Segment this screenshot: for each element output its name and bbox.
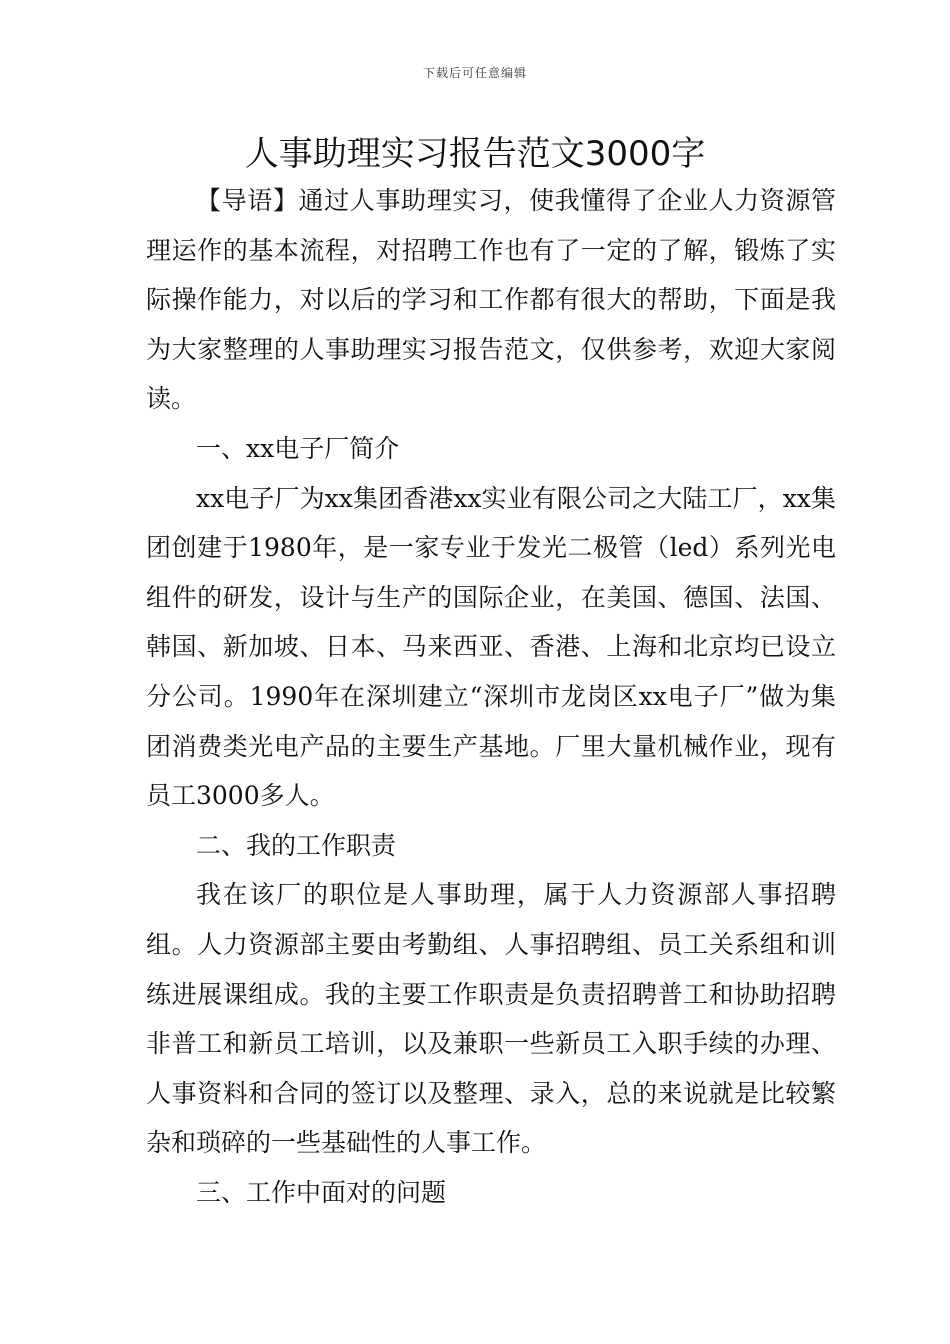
header-note: 下载后可任意编辑 bbox=[422, 66, 527, 80]
document-title: 人事助理实习报告范文3000字 bbox=[244, 134, 706, 174]
job-duties-paragraph: 我在该厂的职位是人事助理，属于人力资源部人事招聘组。人力资源部主要由考勤组、人事招聘组、员工关系组和训练进展课组成。我的主要工作职责是负责招聘普工和协助招聘非普工和新员工培训，以及兼职一些新员工入职手续的办理、人事资料和合同的签订以及整理、录入，总的来说就是比较繁杂和琐碎的一些基础性的人事工作。 bbox=[146, 880, 836, 1158]
section-heading-problems: 三、工作中面对的问题 bbox=[196, 1177, 447, 1207]
section-heading-job-duties: 二、我的工作职责 bbox=[196, 830, 397, 860]
section-heading-company-intro: 一、xx电子厂简介 bbox=[196, 433, 400, 463]
company-intro-paragraph: xx电子厂为xx集团香港xx实业有限公司之大陆工厂，xx集团创建于1980年，是一家专业于发光二极管（led）系列光电组件的研发，设计与生产的国际企业，在美国、德国、法国、韩国、新加坡、日本、马来西亚、香港、上海和北京均已设立分公司。1990年在深圳建立“深圳市龙岗区xx电子厂”做为集团消费类光电产品的主要生产基地。厂里大量机械作业，现有员工3000多人。 bbox=[146, 483, 836, 811]
intro-paragraph: 【导语】通过人事助理实习，使我懂得了企业人力资源管理运作的基本流程，对招聘工作也有了一定的了解，锻炼了实际操作能力，对以后的学习和工作都有很大的帮助，下面是我为大家整理的人事助理实习报告范文，仅供参考，欢迎大家阅读。 bbox=[146, 186, 836, 414]
document-body bbox=[146, 176, 836, 1217]
